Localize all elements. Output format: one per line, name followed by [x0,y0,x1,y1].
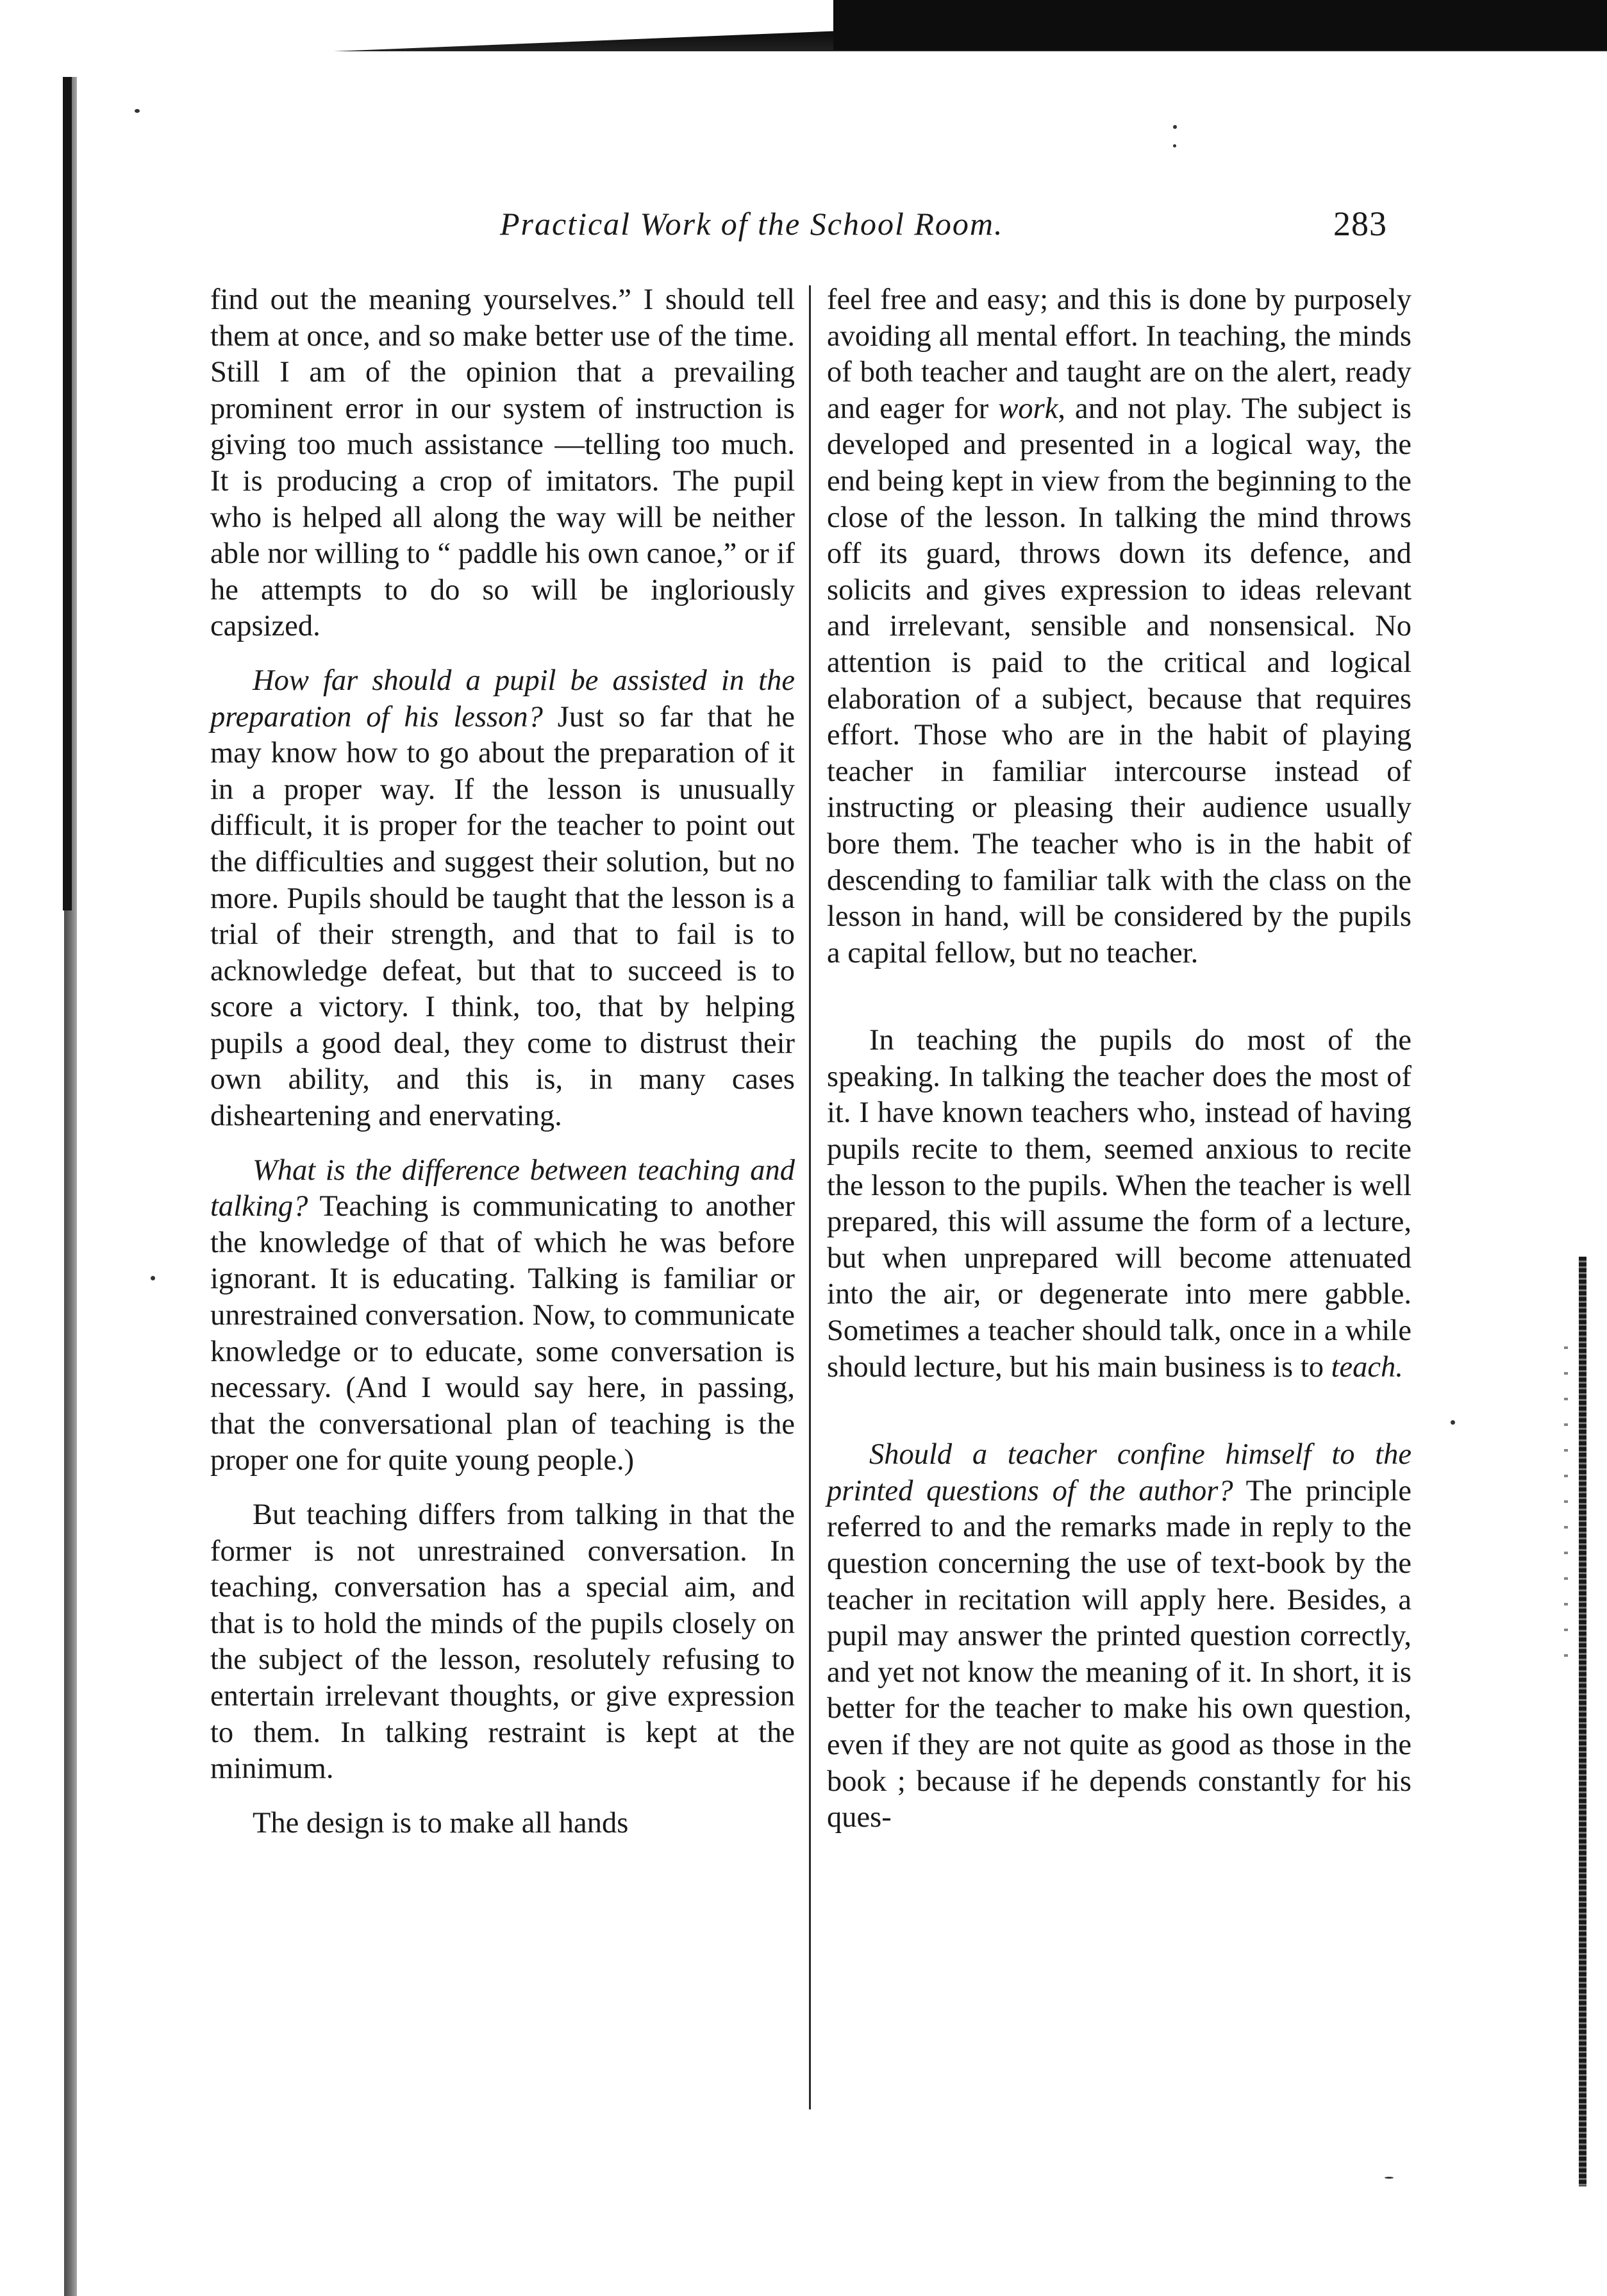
page-number: 283 [1333,205,1387,243]
paragraph-text: Teaching is communicating to another the knowledge of that of which he was before ignorant. It is educating. Talking is familiar or unrestrained conversation. Now, to communicate knowledge or to educate, some conversation is necessary. (And I would say here, in passing, that the conversational plan of teaching is the proper one for quite young people.) [210,1190,795,1477]
question-heading: What is the difference between teaching and talking? [210,1153,795,1223]
scan-speck [135,109,140,113]
question-paragraph [210,1153,795,1479]
scan-speck [1173,144,1176,147]
scan-edge-right [1579,1257,1586,2186]
scan-edge-top-solid [833,0,1607,50]
paragraph-text: Just so far that he may know how to go about the preparation of it in a proper way. If the lesson is unusually difficult, it is proper for the teacher to point out the difficulties and suggest their solution, but no more. Pupils should be taught that the lesson is a trial of their strength, and that to fail is to acknowledge defeat, but that to succeed is to score a victory. I think, too, that by helping pupils a good deal, they come to distrust their own ability, and this is, in many cases disheartening and enervating. [210,700,795,1133]
paragraph: The design is to make all hands [253,1806,629,1839]
paragraph [827,282,1411,971]
scan-speck [1173,125,1177,129]
paragraph-text: , and not play. The subject is developed and presented in a logical way, the end being kept in view from the beginning to the close of the lesson. In talking the mind throws off its guard, throws down its defence, and solicits and gives expression to ideas relevant and irrelevant, sensible and nonsensical. No attention is paid to the critical and logical elaboration of a subject, because that requires effort. Those who are in the habit of playing teacher in familiar intercourse instead of instructing or pleasing their audience usually bore them. The teacher who is in the habit of descending to familiar talk with the class on the lesson in hand, will be considered by the pupils a capital fellow, but no teacher. [827,392,1411,969]
scan-speck [151,1276,155,1280]
emphasis-text: work [998,392,1058,425]
paragraph [827,1023,1411,1386]
paragraph-text: The principle referred to and the remarks made in reply to the question concerning the use of text-book by the teacher in recitation will apply here. Besides, a pupil may answer the printed question correctly, and yet not know the meaning of it. In short, it is better for the teacher to make his own question, even if they are not quite as good as those in the book ; because if he depends constantly for his ques- [827,1474,1411,1834]
paragraph-text: In teaching the pupils do most of the speaking. In talking the teacher does the most of it. I have known teachers who, instead of having pupils recite to them, seemed anxious to recite the lesson to the pupils. When the teacher is well prepared, this will assume the form of a lecture, but when unprepared will become attenuated into the air, or degenerate into mere gabble. Sometimes a teacher should talk, once in a while should lecture, but his main business is to [827,1024,1411,1384]
question-paragraph [210,663,795,1135]
emphasis-text: teach. [1331,1350,1403,1384]
scan-edge-left-dark [63,77,72,910]
paragraph: But teaching differs from talking in that the former is not unrestrained conversation. In teaching, conversation has a special aim, and that is to hold the minds of the pupils closely on the subject of the lesson, resolutely refusing to entertain irrelevant thoughts, or give expression to them. In talking restraint is kept at the minimum. [210,1498,795,1786]
running-title: Practical Work of the School Room. [500,206,1004,242]
question-paragraph [827,1437,1411,1836]
scan-speck [1385,2177,1394,2179]
scan-speck [1451,1420,1455,1425]
paragraph-text: feel free and easy; and this is done by purposely avoiding all mental effort. In teaching, the minds of both teacher and taught are on the alert, ready and eager for [827,283,1411,425]
column-divider [809,285,811,2109]
paragraph: find out the meaning yourselves.” I should tell them at once, and so make better use of the time. Still I am of the opinion that a prevailing prominent error in our system of instruction is giving too much assistance —telling too much. It is producing a crop of imitators. The pupil who is helped all along the way will be neither able nor willing to “ paddle his own canoe,” or if he attempts to do so will be ingloriously capsized. [210,283,795,643]
question-heading: How far should a pupil be assisted in the preparation of his lesson? [210,664,795,733]
left-column [210,282,795,1841]
question-heading: Should a teacher confine himself to the printed questions of the author? [827,1438,1411,1507]
right-column [827,282,1411,1836]
scan-edge-right-marks [1564,1346,1568,1667]
